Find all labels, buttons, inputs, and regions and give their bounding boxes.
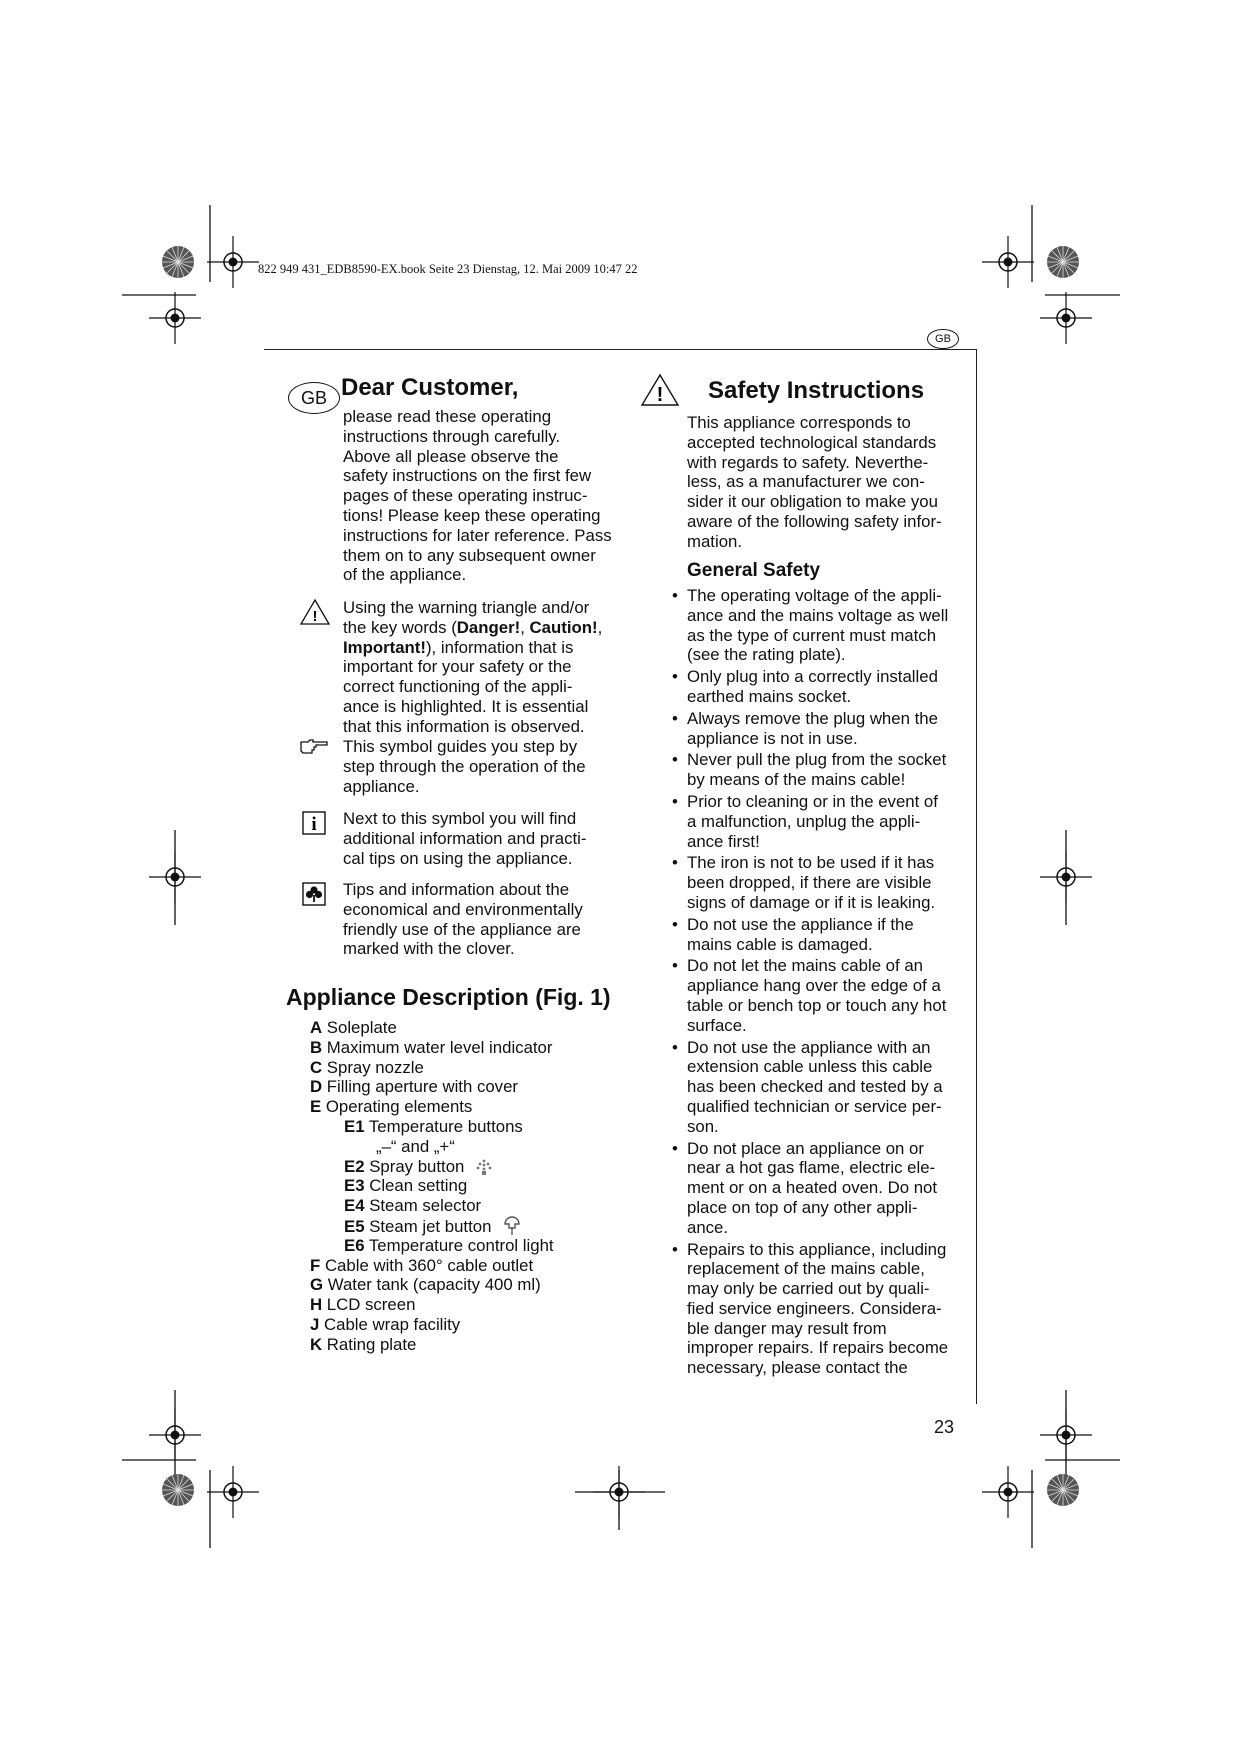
greeting-title: Dear Customer,	[341, 374, 519, 401]
svg-text:!: !	[312, 608, 318, 625]
spray-icon	[475, 1158, 493, 1176]
step-guide-paragraph: This symbol guides you step by step through the operation of the appliance.	[343, 737, 586, 796]
legend-subitem: E4 Steam selector	[344, 1196, 482, 1216]
legend-subitem: E3 Clean setting	[344, 1176, 468, 1196]
pointing-hand-icon	[300, 739, 330, 755]
country-badge-large: GB	[288, 382, 340, 414]
registration-mark-icon	[207, 236, 259, 288]
info-icon	[302, 811, 326, 835]
safety-bullet-item: • Do not let the mains cable of an appliance hang over the edge of a table or bench top or touch any hot surface.	[672, 956, 948, 1035]
safety-bullet-item: • Repairs to this appliance, including replacement of the mains cable, may only be carried out by quali- fied service engineers. Considera- ble danger may result from improper repairs. If repairs become necessary, please contact the	[672, 1240, 948, 1379]
legend-subitem: E5 Steam jet button	[310, 1216, 554, 1236]
svg-text:i: i	[311, 814, 317, 835]
parts-legend	[310, 1018, 554, 1355]
eco-paragraph: Tips and information about the economical and environmentally friendly use of the appliance are marked with the clover.	[343, 880, 583, 959]
clover-icon	[302, 882, 326, 906]
registration-mark-icon	[1040, 292, 1092, 344]
warning-triangle-icon	[640, 373, 680, 407]
svg-text:!: !	[656, 384, 664, 406]
legend-item: B Maximum water level indicator	[310, 1037, 553, 1057]
registration-mark-icon	[207, 1466, 259, 1518]
warning-paragraph: Using the warning triangle and/or the key words (Danger!, Caution!, Important!), information that is important for your safety or the correct functioning of the appli- ance is highlighted. It is essential that this information is observed.	[343, 598, 603, 736]
legend-item: G Water tank (capacity 400 ml)	[310, 1275, 541, 1295]
legend-subitem: E2 Spray button	[310, 1157, 554, 1177]
safety-intro-paragraph: This appliance corresponds to accepted technological standards with regards to safety. Neverthe- less, as a manufacturer we con- sider it our obligation to make you aware of the following safety infor- mation.	[687, 413, 942, 551]
safety-bullet-item: • Do not place an appliance on or near a hot gas flame, electric ele- ment or on a heated oven. Do not place on top of any other appli- ance.	[672, 1139, 948, 1238]
safety-bullet-list	[672, 586, 948, 1380]
safety-bullet-item: • Always remove the plug when the appliance is not in use.	[672, 709, 948, 749]
info-paragraph: Next to this symbol you will find additional information and practi- cal tips on using the appliance.	[343, 809, 587, 868]
color-bar-icon	[1047, 1474, 1079, 1506]
country-badge: GB	[927, 329, 959, 349]
safety-bullet-item: • Do not use the appliance with an extension cable unless this cable has been checked and tested by a qualified technician or service per- son.	[672, 1038, 948, 1137]
appliance-description-title: Appliance Description (Fig. 1)	[286, 984, 611, 1010]
legend-item: K Rating plate	[310, 1334, 417, 1354]
warning-triangle-icon	[299, 598, 331, 626]
top-rule	[264, 349, 977, 350]
legend-item: E Operating elements	[310, 1097, 473, 1117]
color-bar-icon	[1047, 246, 1079, 278]
legend-item: C Spray nozzle	[310, 1057, 424, 1077]
page-number: 23	[934, 1417, 955, 1437]
safety-bullet-item: • Do not use the appliance if the mains cable is damaged.	[672, 915, 948, 955]
print-header-info: 822 949 431_EDB8590-EX.book Seite 23 Dienstag, 12. Mai 2009 10:47 22	[258, 262, 638, 276]
legend-item: A Soleplate	[310, 1018, 397, 1037]
color-bar-icon	[162, 246, 194, 278]
legend-item: J Cable wrap facility	[310, 1314, 461, 1334]
legend-subitem-continuation: „–“ and „+“	[376, 1136, 455, 1156]
legend-item: H LCD screen	[310, 1295, 416, 1315]
legend-subitem: E6 Temperature control light	[344, 1235, 554, 1255]
steam-jet-icon	[502, 1216, 522, 1236]
general-safety-heading: General Safety	[687, 560, 821, 581]
registration-mark-icon	[982, 236, 1034, 288]
safety-bullet-item: • Only plug into a correctly installed earthed mains socket.	[672, 667, 948, 707]
safety-bullet-item: • The iron is not to be used if it has been dropped, if there are visible signs of damage or if it is leaking.	[672, 853, 948, 912]
safety-instructions-title: Safety Instructions	[708, 377, 925, 404]
right-rule	[976, 349, 977, 1404]
registration-mark-icon	[149, 292, 201, 344]
safety-bullet-item: • Never pull the plug from the socket by means of the mains cable!	[672, 750, 948, 790]
legend-subitem: E1 Temperature buttons	[344, 1116, 523, 1136]
safety-bullet-item: • The operating voltage of the appli- ance and the mains voltage as well as the type of current must match (see the rating plate).	[672, 586, 948, 665]
registration-mark-icon	[982, 1466, 1034, 1518]
legend-item: D Filling aperture with cover	[310, 1077, 518, 1097]
legend-item: F Cable with 360° cable outlet	[310, 1255, 534, 1275]
safety-bullet-item: • Prior to cleaning or in the event of a malfunction, unplug the appli- ance first!	[672, 792, 948, 851]
intro-paragraph: please read these operating instructions through carefully. Above all please observe the safety instructions on the first few pages of these operating instruc- tions! Please keep these operating instructions for later reference. Pass them on to any subsequent owner of the appliance.	[343, 407, 612, 585]
color-bar-icon	[162, 1474, 194, 1506]
